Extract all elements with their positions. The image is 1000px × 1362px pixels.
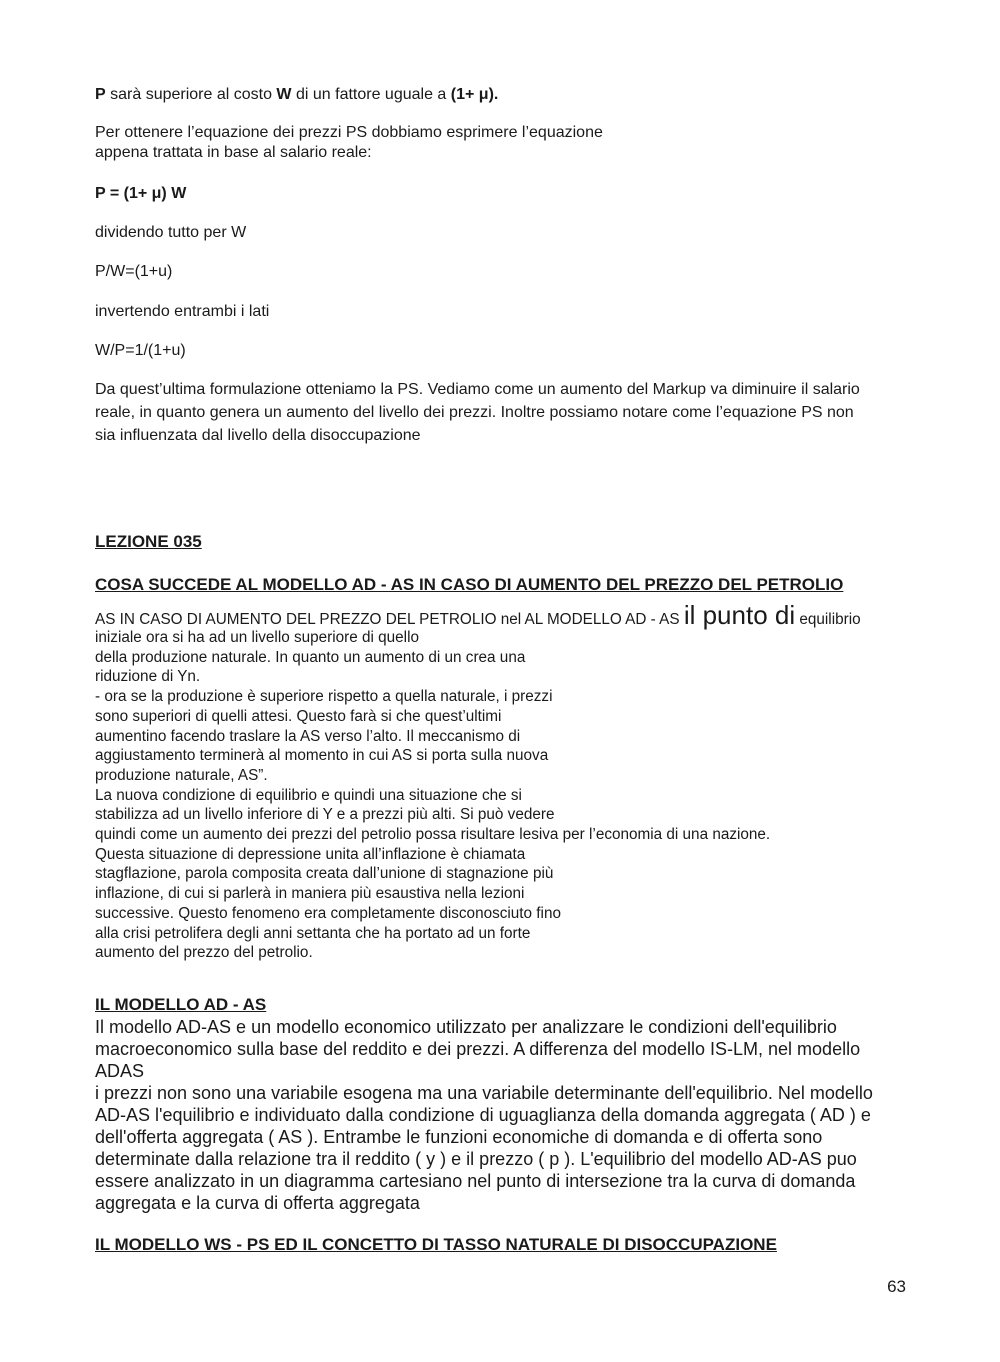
first-line-text-end: equilibrio (795, 611, 861, 628)
paragraph-line: reale, in quanto genera un aumento del livello dei prezzi. Inoltre possiamo notare come l’equazione PS non (95, 404, 854, 421)
lesson-title: LEZIONE 035 (95, 532, 202, 551)
body-line: i prezzi non sono una variabile esogena ma una variabile determinante dell'equilibrio. Nel modello (95, 1083, 873, 1103)
page-number: 63 (887, 1277, 906, 1296)
step-invert: invertendo entrambi i lati (95, 303, 270, 320)
markup-factor: (1+ μ). (450, 86, 499, 103)
symbol-p: P (95, 86, 106, 103)
body-line: determinate dalla relazione tra il reddito ( y ) e il prezzo ( p ). L'equilibrio del modello AD-AS puo (95, 1149, 857, 1169)
body-line: alla crisi petrolifera degli anni settanta che ha portato ad un forte (95, 924, 531, 942)
body-line: aggregata e la curva di offerta aggregata (95, 1193, 420, 1213)
body-line: La nuova condizione di equilibrio e quindi una situazione che si (95, 786, 522, 804)
body-line: - ora se la produzione è superiore rispetto a quella naturale, i prezzi (95, 688, 553, 706)
body-line: aggiustamento terminerà al momento in cui AS si porta sulla nuova (95, 747, 549, 765)
body-line: sono superiori di quelli attesi. Questo farà si che quest’ultimi (95, 707, 502, 725)
section2-body (95, 1016, 915, 1214)
paragraph-line: appena trattata in base al salario reale: (95, 144, 372, 161)
body-line: produzione naturale, AS”. (95, 766, 268, 784)
body-line: aumentino facendo traslare la AS verso l’alto. Il meccanismo di (95, 727, 521, 745)
body-line: stagflazione, parola composita creata dall’unione di stagnazione più (95, 865, 554, 883)
body-line: stabilizza ad un livello inferiore di Y e a prezzi più alti. Si può vedere (95, 806, 555, 824)
first-line-text: AS IN CASO DI AUMENTO DEL PREZZO DEL PETROLIO nel AL MODELLO AD - AS (95, 611, 684, 628)
conclusion-paragraph (95, 378, 915, 447)
body-line: Il modello AD-AS e un modello economico utilizzato per analizzare le condizioni dell'equilibrio (95, 1017, 837, 1037)
body-line: aumento del prezzo del petrolio. (95, 944, 313, 962)
section-heading-ad-as: IL MODELLO AD - AS (95, 995, 267, 1014)
section-heading-ws-ps: IL MODELLO WS - PS ED IL CONCETTO DI TASSO NATURALE DI DISOCCUPAZIONE (95, 1235, 777, 1254)
symbol-w: W (276, 86, 292, 103)
body-line: dell'offerta aggregata ( AS ). Entrambe le funzioni economiche di domanda e di offerta sono (95, 1127, 823, 1147)
body-line: quindi come un aumento dei prezzi del petrolio possa risultare lesiva per l’economia di una nazione. (95, 826, 771, 844)
body-line: successive. Questo fenomeno era completamente disconosciuto fino (95, 904, 561, 922)
section-heading-oil-price: COSA SUCCEDE AL MODELLO AD - AS IN CASO DI AUMENTO DEL PREZZO DEL PETROLIO (95, 575, 844, 594)
body-line: ADAS (95, 1061, 145, 1081)
body-line: macroeconomico sulla base del reddito e dei prezzi. A differenza del modello IS-LM, nel modello (95, 1039, 861, 1059)
body-line: essere analizzato in un diagramma cartesiano nel punto di intersezione tra la curva di domanda (95, 1171, 856, 1191)
intro-text-b: di un fattore uguale a (291, 86, 451, 103)
body-line: iniziale ora si ha ad un livello superiore di quello (95, 629, 419, 646)
first-line-large-text: il punto di (683, 600, 796, 630)
step-divide: dividendo tutto per W (95, 224, 247, 241)
body-line: della produzione naturale. In quanto un aumento di un crea una (95, 648, 526, 666)
equation-wp: W/P=1/(1+u) (95, 342, 186, 359)
equation-intro-paragraph (95, 123, 915, 163)
paragraph-line: sia influenzata dal livello della disoccupazione (95, 427, 421, 444)
body-line: Questa situazione di depressione unita all’inflazione è chiamata (95, 845, 526, 863)
body-line: AD-AS l'equilibrio e individuato dalla condizione di uguaglianza della domanda aggregata ( AD ) e (95, 1105, 871, 1125)
intro-text-a: sarà superiore al costo (105, 86, 277, 103)
body-line: riduzione di Yn. (95, 668, 201, 686)
body-line: inflazione, di cui si parlerà in maniera più esaustiva nella lezioni (95, 885, 525, 903)
section1-body (95, 628, 915, 963)
equation-pw: P/W=(1+u) (95, 263, 173, 280)
intro-line (95, 83, 915, 106)
price-equation: P = (1+ μ) W (95, 185, 187, 202)
paragraph-line: Per ottenere l’equazione dei prezzi PS dobbiamo esprimere l’equazione (95, 124, 603, 141)
paragraph-line: Da quest’ultima formulazione otteniamo la PS. Vediamo come un aumento del Markup va diminuire il salario (95, 381, 860, 398)
